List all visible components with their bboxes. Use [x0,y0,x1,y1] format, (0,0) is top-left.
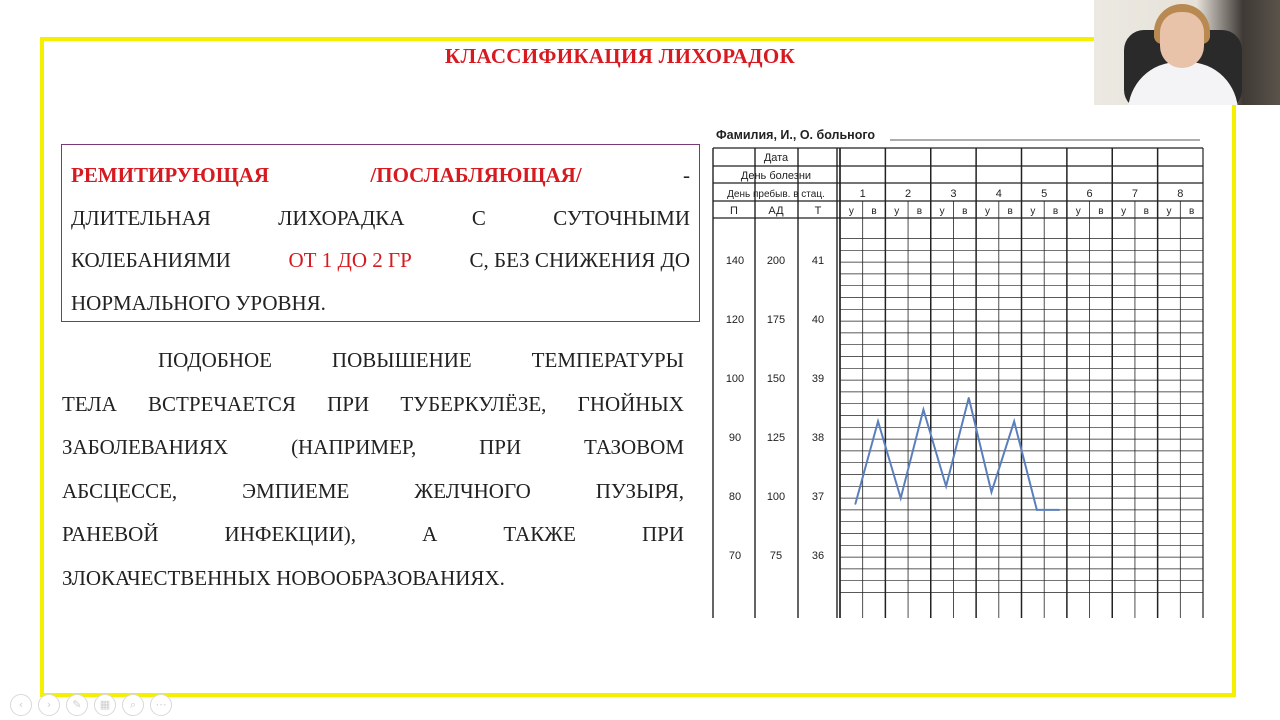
chart-pulse-tick: 120 [725,314,745,326]
word: ЛИХОРАДКА [278,205,405,230]
temperature-chart [710,118,1206,618]
chart-bp-tick: 200 [766,255,786,267]
chart-column-header: АД [768,205,784,217]
definition-box [61,144,700,322]
chart-temperature-point [923,409,925,411]
chart-subcolumn-label: в [1143,206,1149,217]
chart-temp-tick: 39 [811,373,825,385]
slide-toolbar [10,694,172,716]
chart-column-header: П [730,205,738,217]
chart-bp-tick: 150 [766,373,786,385]
chart-header-illness-day: День болезни [740,170,812,182]
chart-day-number: 8 [1177,188,1184,200]
chart-temperature-point [945,486,947,488]
chart-subcolumn-label: у [1075,206,1081,217]
word: С, БЕЗ СНИЖЕНИЯ ДО [469,248,690,272]
chart-pulse-tick: 70 [728,550,742,562]
chart-bp-tick: 175 [766,314,786,326]
chart-pulse-tick: 90 [728,432,742,444]
word: СУТОЧНЫМИ [553,205,690,230]
chart-temperature-point [900,497,902,499]
definition-dash: - [682,163,690,187]
chart-subcolumn-label: у [1030,206,1036,217]
chart-temp-tick: 41 [811,255,825,267]
body-word: (НАПРИМЕР, [291,435,417,459]
chart-subcolumn-label: у [1121,206,1127,217]
chart-temperature-point [1059,509,1061,511]
definition-line-2 [71,197,690,240]
chart-temperature-point [1013,421,1015,423]
chart-day-number: 3 [950,188,957,200]
chart-temperature-point [968,397,970,399]
chart-day-number: 4 [995,188,1002,200]
body-word: ТУБЕРКУЛЁЗЕ, [400,391,547,416]
zoom-icon[interactable]: ⌕ [122,694,144,716]
body-word: ТАКЖЕ [503,522,576,546]
term-relaxing: /ПОСЛАБЛЯЮЩАЯ/ [370,163,582,187]
body-word: ПОВЫШЕНИЕ [331,348,472,372]
chart-temp-tick: 36 [811,550,825,562]
chart-patient-label: Фамилия, И., О. больного [716,128,876,142]
chart-bp-tick: 100 [766,491,786,503]
body-word: А [422,522,438,546]
more-icon[interactable]: ⋯ [150,694,172,716]
chart-subcolumn-label: у [894,206,900,217]
body-word: ТАЗОВОМ [584,435,684,459]
body-word: ЭМПИЕМЕ [242,478,350,503]
slide-title: КЛАССИФИКАЦИЯ ЛИХОРАДОК [444,44,796,68]
word: ДЛИТЕЛЬНАЯ [71,205,211,230]
definition-line-1 [71,154,690,197]
presenter-video [1160,12,1204,68]
body-word: ИНФЕКЦИИ), [224,522,357,546]
body-word: РАНЕВОЙ [62,522,159,546]
chart-bp-tick: 75 [769,550,783,562]
chart-temp-tick: 37 [811,491,825,503]
chart-subcolumn-label: в [871,206,877,217]
pen-icon[interactable]: ✎ [66,694,88,716]
slides-icon[interactable]: ▦ [94,694,116,716]
chart-header-hospital-day: День пребыв. в стац. [727,189,825,200]
chart-subcolumn-label: в [962,206,968,217]
body-line [62,557,684,601]
body-word: ЗЛОКАЧЕСТВЕННЫХ НОВООБРАЗОВАНИЯХ. [62,565,505,590]
body-line [62,470,684,514]
temperature-chart-svg [710,118,1206,618]
chart-bp-tick: 125 [766,432,786,444]
word: КОЛЕБАНИЯМИ [71,248,231,272]
chart-pulse-tick: 100 [725,373,745,385]
term-remitting: РЕМИТИРУЮЩАЯ [71,163,270,187]
body-word: ПРИ [327,391,370,416]
chart-subcolumn-label: в [1052,206,1059,217]
definition-line-3 [71,239,690,282]
chart-subcolumn-label: у [984,206,990,217]
body-line [62,513,684,557]
webcam-overlay [1094,0,1280,105]
chart-subcolumn-label: у [939,206,945,217]
next-icon[interactable]: › [38,694,60,716]
body-word: ПУЗЫРЯ, [595,478,684,503]
chart-pulse-tick: 140 [725,255,745,267]
body-word: ЖЕЛЧНОГО [414,478,531,503]
temperature-range: ОТ 1 ДО 2 ГР [288,248,412,272]
body-line [62,426,684,470]
body-word: ПРИ [479,435,522,459]
prev-icon[interactable]: ‹ [10,694,32,716]
chart-header-date: Дата [763,152,789,164]
chart-subcolumn-label: в [1007,206,1013,217]
chart-temp-tick: 40 [811,314,825,326]
chart-temp-tick: 38 [811,432,825,444]
body-word: ЗАБОЛЕВАНИЯХ [62,435,229,459]
chart-subcolumn-label: в [1189,206,1195,217]
chart-day-number: 6 [1086,188,1093,200]
chart-subcolumn-label: в [916,206,923,217]
body-word: АБСЦЕССЕ, [62,478,178,503]
chart-subcolumn-label: у [1166,206,1172,217]
body-word: ТЕМПЕРАТУРЫ [531,348,684,372]
chart-temperature-point [1036,509,1038,511]
body-word: ВСТРЕЧАЕТСЯ [148,391,296,416]
body-line [62,339,684,383]
chart-column-header: Т [814,205,822,217]
chart-day-number: 2 [905,188,912,200]
chart-subcolumn-label: в [1098,206,1104,217]
word: С [471,205,486,230]
definition-line-4: НОРМАЛЬНОГО УРОВНЯ. [71,290,326,315]
body-word: ПОДОБНОЕ [158,348,272,372]
chart-temperature-point [991,491,993,493]
chart-pulse-tick: 80 [728,491,742,503]
body-word: ПРИ [641,522,684,546]
chart-day-number: 7 [1131,188,1138,200]
body-word: ТЕЛА [62,391,117,416]
body-paragraph [62,339,684,600]
chart-day-number: 5 [1041,188,1048,200]
chart-day-number: 1 [859,188,866,200]
chart-subcolumn-label: у [848,206,854,217]
body-word: ГНОЙНЫХ [577,391,684,416]
chart-temperature-point [855,503,857,505]
body-line [62,383,684,427]
chart-temperature-point [877,421,879,423]
